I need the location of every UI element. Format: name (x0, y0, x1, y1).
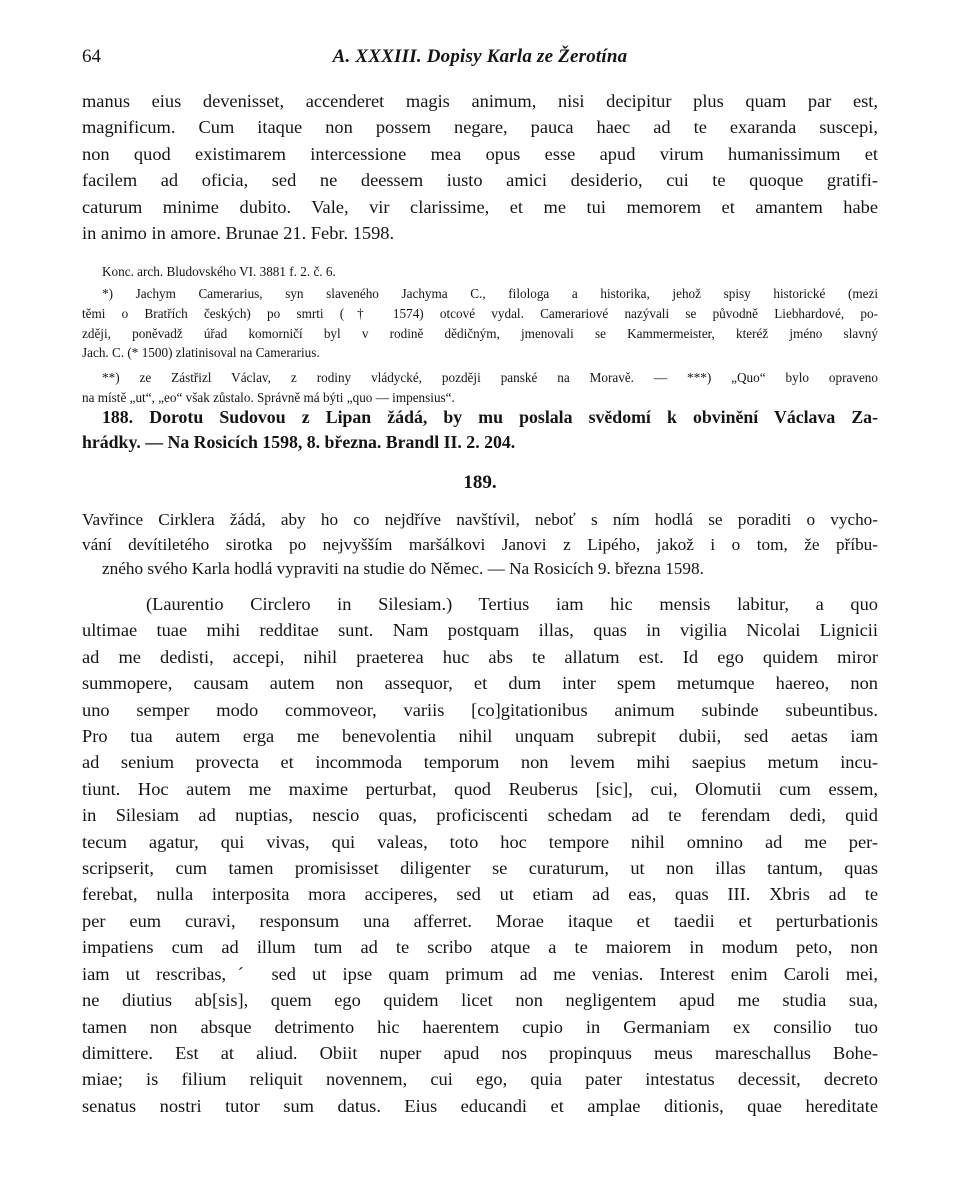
regest-line: zného svého Karla hodlá vypraviti na studie do Němec. — Na Rosicích 9. března 1598. (102, 559, 704, 579)
footnote-line: zději, poněvadž úřad komorničí byl v rodině dědičným, jmenovali se Kammermeister, kteréž jméno slavný (82, 325, 878, 341)
regest-line: vání devítiletého sirotka po nejvyšším maršálkovi Janovi z Lipého, jakož i o tom, že příbu- (82, 534, 878, 554)
text-line: per eum curavi, responsum una afferret. Morae itaque et taedii et perturbationis (82, 910, 878, 931)
footnote-line: na místě „ut“, „eo“ však zůstalo. Správně má býti „quo — impensius“. (82, 389, 455, 405)
text-line: uno semper modo commoveor, variis [co]gitationibus animum subinde subeuntibus. (82, 699, 878, 720)
text-line: Pro tua autem erga me benevolentia nihil unquam subrepit dubii, sed aetas iam (82, 726, 878, 747)
text-line: dimittere. Est at aliud. Obiit nuper apud nos propinquus meus mareschallus Bohe- (82, 1042, 878, 1063)
regest-line: hrádky. — Na Rosicích 1598, 8. března. Brandl II. 2. 204. (82, 432, 516, 452)
text-line: ad me dedisti, accepi, nihil praeterea huc abs te allatum est. Id ego quidem miror (82, 646, 878, 667)
regest-188 (82, 405, 878, 455)
text-line: tamen non absque detrimento hic haerentem cupio in Germaniam ex consilio tuo (82, 1016, 878, 1037)
text-line: magnificum. Cum itaque non possem negare, pauca haec ad te exaranda suscepi, (82, 117, 878, 138)
text-line: ne diutius ab[sis], quem ego quidem licet non negligentem apud me studia sua, (82, 990, 878, 1011)
text-line: (Laurentio Circlero in Silesiam.) Tertius iam hic mensis labitur, a quo (146, 594, 878, 614)
regest-line: Vavřince Cirklera žádá, aby ho co nejdříve navštívil, neboť s ním hodlá se poraditi o vycho- (82, 510, 878, 529)
text-line: tecum agatur, qui vivas, qui valeas, toto hoc tempore nihil omnino ad me per- (82, 831, 878, 852)
text-line: non quod existimarem intercessione mea opus esse apud virum humanissimum et (82, 143, 878, 164)
regest-line: 188. Dorotu Sudovou z Lipan žádá, by mu poslala svědomí k obvinění Václava Za- (102, 407, 878, 427)
page-number: 64 (82, 46, 101, 67)
text-line: facilem ad oficia, sed ne deessem iusto amici desiderio, cui te quoque gratifi- (82, 170, 878, 191)
letter-189-body (82, 591, 878, 1119)
footnote-line: těmi o Bratřích českých) po smrti († 1574) otcové vydal. Camerariové nazývali se původně Liebhardové, po- (82, 305, 878, 321)
text-line: iam ut rescribas,ˊ sed ut ipse quam primum ad me venias. Interest enim Caroli mei, (82, 963, 878, 984)
text-line: impatiens cum ad illum tum ad te scribo atque a te maiorem in modum peto, non (82, 937, 878, 958)
text-line: ferebat, nulla interposita mora acciperes, sed ut etiam ad eas, quas III. Xbris ad te (82, 884, 878, 905)
footnote-zastrizl (82, 368, 878, 408)
letter-number: 189. (463, 472, 497, 493)
page-header (82, 46, 878, 70)
text-line: ultimae tuae mihi redditae sunt. Nam postquam illas, quas in vigilia Nicolai Lignicii (82, 620, 878, 641)
regest-189 (82, 508, 878, 582)
text-line: tiunt. Hoc autem me maxime perturbat, quod Reuberus [sic], cui, Olomutii cum essem, (82, 778, 878, 799)
letter-188-conclusion (82, 88, 878, 246)
source-note (82, 262, 878, 282)
footnote-camerarius (82, 284, 878, 363)
text-line: scripserit, cum tamen promisisset diligenter se curaturum, ut non illas tantum, quas (82, 858, 878, 879)
text-line: in Silesiam ad nuptias, nescio quas, proficiscenti schedam ad te ferendam dedi, quid (82, 805, 878, 826)
source-line: Konc. arch. Bludovského VI. 3881 f. 2. č. 6. (102, 264, 336, 279)
text-line: manus eius devenisset, accenderet magis animum, nisi decipitur plus quam par est, (82, 91, 878, 111)
footnote-line: Jach. C. (* 1500) zlatinisoval na Camerarius. (82, 345, 320, 361)
text-line: in animo in amore. Brunae 21. Febr. 1598. (82, 223, 395, 244)
text-line: miae; is filium reliquit novennem, cui ego, quia pater intestatus decessit, decreto (82, 1069, 878, 1090)
footnote-line: *) Jachym Camerarius, syn slaveného Jachyma C., filologa a historika, jehož spisy historické (mezi (102, 286, 878, 301)
text-line: senatus nostri tutor sum datus. Eius educandi et amplae ditionis, quae hereditate (82, 1095, 878, 1116)
text-line: caturum minime dubito. Vale, vir clarissime, et me tui memorem et amantem habe (82, 196, 878, 217)
footnote-line: **) ze Zástřizl Václav, z rodiny vládycké, později panské na Moravě. — ***) „Quo“ bylo opraveno (102, 370, 878, 385)
text-line: summopere, causam autem non assequor, et dum inter spem metumque haereo, non (82, 673, 878, 694)
text-line: ad senium provecta et incommoda temporum non levem mihi saepius metum incu- (82, 752, 878, 773)
running-title: A. XXXIII. Dopisy Karla ze Žerotína (332, 46, 628, 67)
